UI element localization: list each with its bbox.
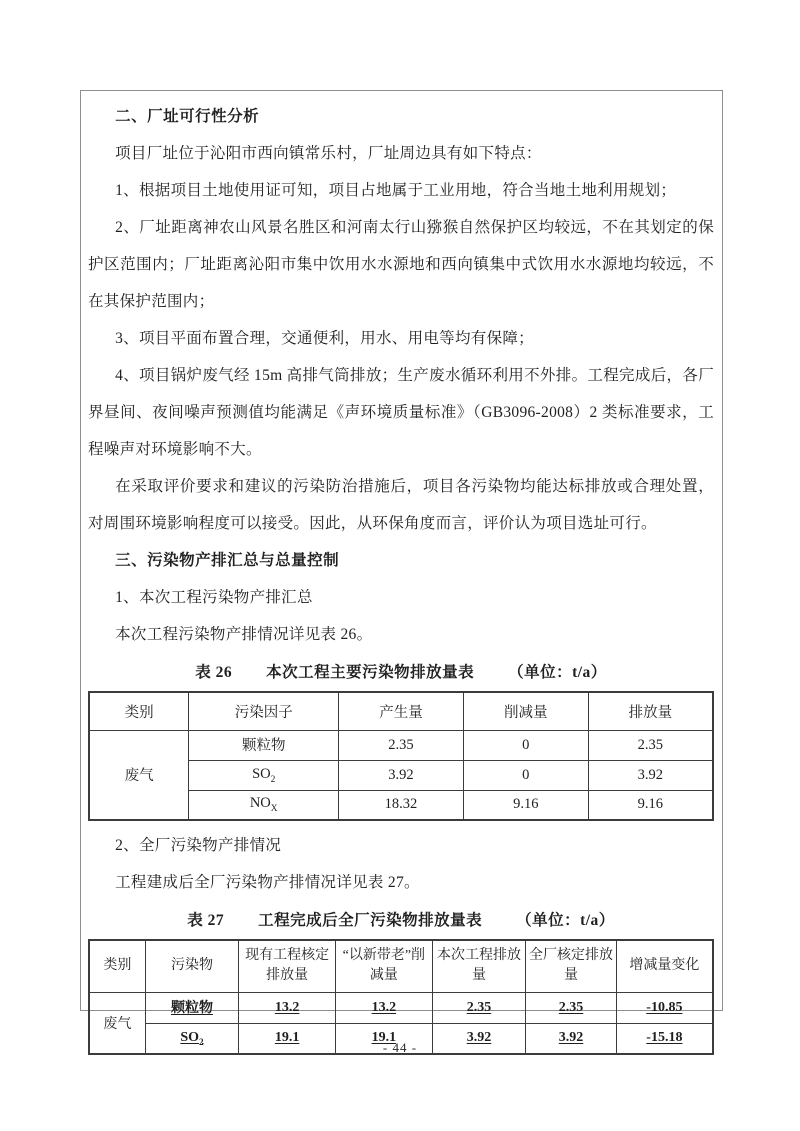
- value-cell: -15.18: [616, 1023, 713, 1054]
- factor-cell: [145, 992, 239, 1023]
- table-27-header-row: [89, 940, 713, 992]
- value-cell: 3.92: [339, 760, 464, 790]
- value-cell: 9.16: [588, 790, 713, 820]
- table-26-header-row: [89, 692, 713, 730]
- column-header-category: 类别: [89, 692, 189, 730]
- paragraph-summary-3: 2、全厂污染物产排情况: [115, 837, 282, 854]
- factor-subscript: X: [270, 804, 278, 815]
- table-row: [89, 730, 713, 760]
- table27-caption-title: 工程完成后全厂污染物排放量表: [258, 912, 483, 929]
- value-cell: 2.35: [339, 730, 464, 760]
- value-cell: 0: [463, 760, 588, 790]
- table26-caption-title: 本次工程主要污染物排放量表: [266, 664, 475, 681]
- category-cell: 废气: [89, 730, 189, 820]
- column-header-change: 增减量变化: [616, 940, 713, 992]
- table26-caption: [88, 658, 714, 688]
- factor-text: SO: [252, 765, 271, 782]
- value-cell: 2.35: [526, 992, 616, 1023]
- factor-text: NO: [249, 795, 271, 812]
- table26-caption-number: 表 26: [195, 664, 233, 681]
- value-cell: 3.92: [588, 760, 713, 790]
- table27-caption-number: 表 27: [187, 912, 225, 929]
- column-header-factor: 污染因子: [189, 692, 339, 730]
- column-header-offset: “以新带老”削减量: [335, 940, 432, 992]
- paragraph-site-intro: 项目厂址位于沁阳市西向镇常乐村，厂址周边具有如下特点：: [115, 145, 542, 162]
- value-cell: 19.1: [335, 1023, 432, 1054]
- table-26: [88, 691, 714, 821]
- column-header-category: 类别: [89, 940, 145, 992]
- paragraph-site-point-4: 4、项目锅炉废气经 15m 高排气筒排放；生产废水循环利用不外排。工程完成后，各厂界昼间、夜间噪声预测值均能满足《声环境质量标准》（GB3096-2008）2 类标准要求，工程噪声对环境影响不大。: [88, 367, 714, 458]
- factor-text: 颗粒物: [170, 1001, 213, 1017]
- value-cell: 18.32: [339, 790, 464, 820]
- value-cell: 19.1: [239, 1023, 336, 1054]
- paragraph-summary-2: 本次工程污染物产排情况详见表 26。: [115, 626, 373, 643]
- value-cell: 3.92: [432, 1023, 526, 1054]
- factor-cell: [189, 730, 339, 760]
- paragraph-site-point-2: 2、厂址距离神农山风景名胜区和河南太行山猕猴自然保护区均较远，不在其划定的保护区范围内；厂址距离沁阳市集中饮用水水源地和西向镇集中式饮用水水源地均较远，不在其保护范围内；: [88, 219, 714, 310]
- value-cell: 3.92: [526, 1023, 616, 1054]
- table27-caption-unit: （单位：t/a）: [516, 912, 615, 929]
- section-heading-pollutant-summary: 三、污染物产排汇总与总量控制: [115, 552, 340, 569]
- value-cell: -10.85: [616, 992, 713, 1023]
- paragraph-summary-1: 1、本次工程污染物产排汇总: [115, 589, 313, 606]
- table-row: [89, 992, 713, 1023]
- column-header-project: 本次工程排放量: [432, 940, 526, 992]
- column-header-produced: 产生量: [339, 692, 464, 730]
- table-27: [88, 939, 714, 1055]
- paragraph-site-point-3: 3、项目平面布置合理，交通便利，用水、用电等均有保障；: [115, 330, 534, 347]
- column-header-reduced: 削减量: [463, 692, 588, 730]
- column-header-pollutant: 污染物: [145, 940, 239, 992]
- paragraph-summary-4: 工程建成后全厂污染物产排情况详见表 27。: [115, 874, 420, 891]
- column-header-emitted: 排放量: [588, 692, 713, 730]
- value-cell: 0: [463, 730, 588, 760]
- factor-subscript: 2: [270, 774, 276, 785]
- value-cell: 2.35: [432, 992, 526, 1023]
- page-number: - 44 -: [382, 1040, 418, 1055]
- column-header-existing: 现有工程核定排放量: [239, 940, 336, 992]
- factor-cell: [189, 790, 339, 820]
- paragraph-site-point-1: 1、根据项目土地使用证可知，项目占地属于工业用地，符合当地土地利用规划；: [115, 182, 677, 199]
- value-cell: 9.16: [463, 790, 588, 820]
- value-cell: 2.35: [588, 730, 713, 760]
- table27-caption: [88, 906, 714, 936]
- category-cell: 废气: [89, 992, 145, 1054]
- factor-text: 颗粒物: [241, 737, 286, 754]
- content-frame: [80, 90, 723, 1047]
- column-header-total: 全厂核定排放量: [526, 940, 616, 992]
- value-cell: 13.2: [335, 992, 432, 1023]
- factor-cell: [189, 760, 339, 790]
- value-cell: 13.2: [239, 992, 336, 1023]
- factor-text: $SO_2$: [180, 1029, 204, 1047]
- table26-caption-unit: （单位：t/a）: [508, 664, 607, 681]
- paragraph-site-conclusion: 在采取评价要求和建议的污染防治措施后，项目各污染物均能达标排放或合理处置，对周围环境影响程度可以接受。因此，从环保角度而言，评价认为项目选址可行。: [88, 478, 714, 532]
- section-heading-site-feasibility: 二、厂址可行性分析: [115, 108, 260, 125]
